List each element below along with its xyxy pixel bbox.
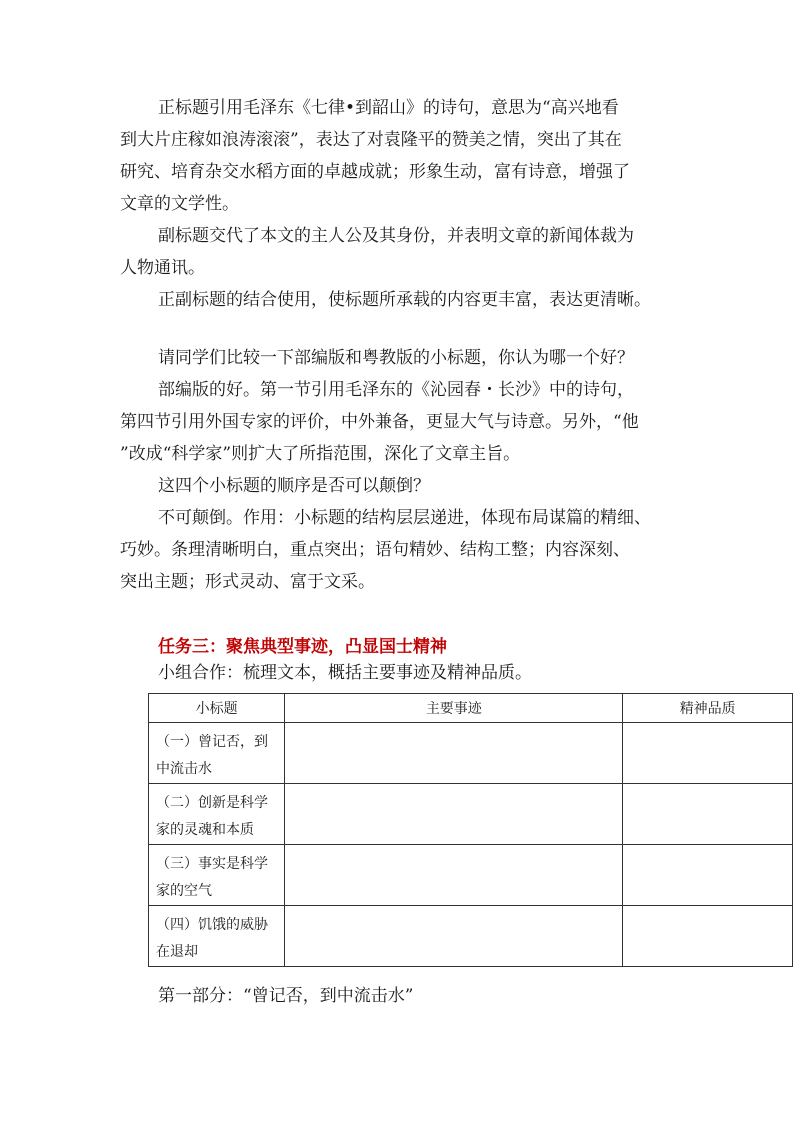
answer-compare-subtitles: 第四节引用外国专家的评价，中外兼备，更显大气与诗意。另外，“他 bbox=[120, 412, 639, 432]
table-cell-deeds[interactable] bbox=[285, 845, 623, 906]
task-instruction: 小组合作：梳理文本，概括主要事迹及精神品质。 bbox=[158, 663, 532, 683]
answer-subtitle-order: 不可颠倒。作用：小标题的结构层层递进，体现布局谋篇的精细、 bbox=[158, 508, 651, 528]
answer-subtitle-order: 巧妙。条理清晰明白，重点突出；语句精妙、结构工整；内容深刻、 bbox=[120, 540, 630, 560]
summary-table bbox=[148, 693, 793, 967]
table-header-subtitle: 小标题 bbox=[149, 694, 285, 723]
table-cell-spirit[interactable] bbox=[623, 845, 793, 906]
table-header-spirit: 精神品质 bbox=[623, 694, 793, 723]
table-row bbox=[149, 784, 793, 845]
table-cell-subtitle: （三）事实是科学 家的空气 bbox=[149, 845, 285, 906]
question-subtitle-order: 这四个小标题的顺序是否可以颠倒？ bbox=[158, 476, 430, 496]
table-cell-spirit[interactable] bbox=[623, 723, 793, 784]
table-row bbox=[149, 723, 793, 784]
table-header-main-deeds: 主要事迹 bbox=[285, 694, 623, 723]
table-cell-spirit[interactable] bbox=[623, 906, 793, 967]
table-cell-deeds[interactable] bbox=[285, 784, 623, 845]
table-header-row bbox=[149, 694, 793, 723]
section-heading: 第一部分：“曾记否，到中流击水” bbox=[158, 986, 414, 1006]
table-cell-deeds[interactable] bbox=[285, 906, 623, 967]
table-row bbox=[149, 845, 793, 906]
paragraph-main-title-analysis: 文章的文学性。 bbox=[120, 194, 239, 214]
table-cell-spirit[interactable] bbox=[623, 784, 793, 845]
table-row bbox=[149, 906, 793, 967]
answer-compare-subtitles: ”改成“科学家”则扩大了所指范围，深化了文章主旨。 bbox=[120, 444, 521, 464]
task-title: 任务三：聚焦典型事迹，凸显国士精神 bbox=[158, 637, 447, 657]
question-compare-subtitles: 请同学们比较一下部编版和粤教版的小标题，你认为哪一个好？ bbox=[158, 348, 634, 368]
answer-compare-subtitles: 部编版的好。第一节引用毛泽东的《沁园春・长沙》中的诗句， bbox=[158, 380, 634, 400]
paragraph-title-combination: 正副标题的结合使用，使标题所承载的内容更丰富，表达更清晰。 bbox=[158, 290, 651, 310]
paragraph-subtitle-analysis: 人物通讯。 bbox=[120, 258, 205, 278]
paragraph-main-title-analysis: 正标题引用毛泽东《七律•到韶山》的诗句，意思为“高兴地看 bbox=[158, 98, 619, 118]
paragraph-main-title-analysis: 到大片庄稼如浪涛滚滚”，表达了对袁隆平的赞美之情，突出了其在 bbox=[120, 130, 622, 150]
table-cell-subtitle: （四）饥饿的威胁 在退却 bbox=[149, 906, 285, 967]
paragraph-main-title-analysis: 研究、培育杂交水稻方面的卓越成就；形象生动，富有诗意，增强了 bbox=[120, 162, 630, 182]
paragraph-subtitle-analysis: 副标题交代了本文的主人公及其身份，并表明文章的新闻体裁为 bbox=[158, 226, 634, 246]
table-cell-subtitle: （一）曾记否，到 中流击水 bbox=[149, 723, 285, 784]
answer-subtitle-order: 突出主题；形式灵动、富于文采。 bbox=[120, 572, 375, 592]
table-cell-subtitle: （二）创新是科学 家的灵魂和本质 bbox=[149, 784, 285, 845]
table-cell-deeds[interactable] bbox=[285, 723, 623, 784]
